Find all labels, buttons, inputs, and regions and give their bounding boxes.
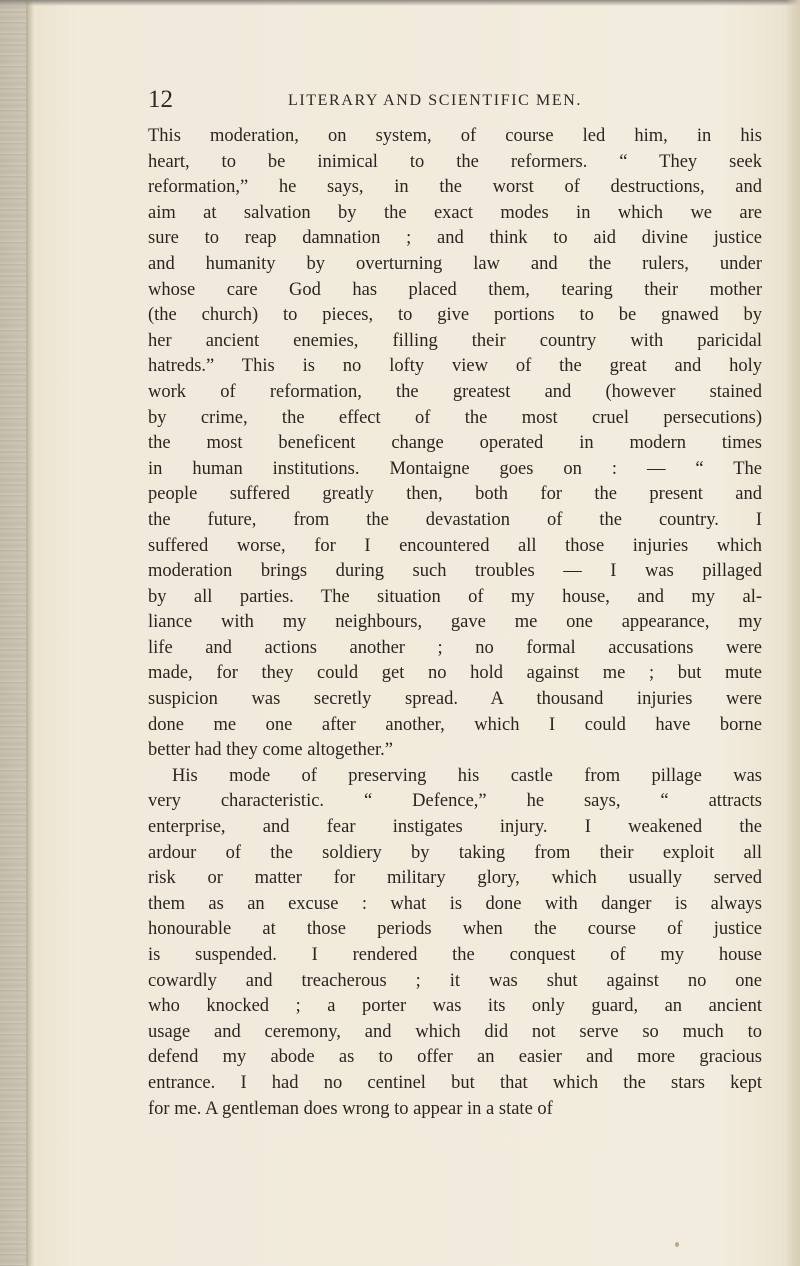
text-line: honourable at those periods when the course of justice <box>148 919 762 940</box>
text-line: people suffered greatly then, both for the present and <box>148 484 762 505</box>
text-line: life and actions another ; no formal accusations were <box>148 637 762 658</box>
text-line: the most beneficent change operated in modern times <box>148 433 762 454</box>
text-line: heart, to be inimical to the reformers. “ They seek <box>148 151 762 172</box>
text-line: hatreds.” This is no lofty view of the great and holy <box>148 356 762 377</box>
page-binding <box>0 0 26 1266</box>
text-line: very characteristic. “ Defence,” he says, “ attracts <box>148 791 762 812</box>
running-head <box>148 86 768 114</box>
text-line: in human institutions. Montaigne goes on : — “ The <box>148 458 762 479</box>
text-line: entrance. I had no centinel but that which the stars kept <box>148 1072 762 1093</box>
text-line: liance with my neighbours, gave me one appearance, my <box>148 612 762 633</box>
text-line: ardour of the soldiery by taking from their exploit all <box>148 842 762 863</box>
page-right-edge <box>786 0 800 1266</box>
text-line: defend my abode as to offer an easier and more gracious <box>148 1047 762 1068</box>
text-line: (the church) to pieces, to give portions to be gnawed by <box>148 305 762 326</box>
text-line: cowardly and treacherous ; it was shut against no one <box>148 970 762 991</box>
text-line: suffered worse, for I encountered all those injuries which <box>148 535 762 556</box>
text-line: usage and ceremony, and which did not serve so much to <box>148 1021 762 1042</box>
running-title: LITERARY AND SCIENTIFIC MEN. <box>288 92 582 109</box>
text-line: them as an excuse : what is done with danger is always <box>148 893 762 914</box>
text-line: His mode of preserving his castle from pillage was <box>172 765 762 786</box>
body-text <box>148 124 762 1122</box>
text-line: enterprise, and fear instigates injury. I weakened the <box>148 817 762 838</box>
text-line: done me one after another, which I could have borne <box>148 714 762 735</box>
text-line: made, for they could get no hold against me ; but mute <box>148 663 762 684</box>
text-line: reformation,” he says, in the worst of destructions, and <box>148 177 762 198</box>
page-number: 12 <box>148 86 173 113</box>
page-top-edge <box>0 0 800 6</box>
text-line: by crime, the effect of the most cruel persecutions) <box>148 407 762 428</box>
text-line: and humanity by overturning law and the rulers, under <box>148 253 762 274</box>
text-line: better had they come altogether.” <box>148 740 394 761</box>
text-line: who knocked ; a porter was its only guard, an ancient <box>148 996 762 1017</box>
text-line: whose care God has placed them, tearing their mother <box>148 279 762 300</box>
text-line: the future, from the devastation of the country. I <box>148 509 762 530</box>
text-line: This moderation, on system, of course led him, in his <box>148 126 762 146</box>
text-line: work of reformation, the greatest and (however stained <box>148 381 762 402</box>
text-line: for me. A gentleman does wrong to appear in a state of <box>148 1098 553 1119</box>
text-line: risk or matter for military glory, which usually served <box>148 868 762 889</box>
text-line: moderation brings during such troubles — I was pillaged <box>148 561 762 582</box>
text-line: sure to reap damnation ; and think to aid divine justice <box>148 228 762 249</box>
paper-speck <box>675 1242 679 1247</box>
text-line: by all parties. The situation of my house, and my al- <box>148 586 762 607</box>
text-line: aim at salvation by the exact modes in which we are <box>148 202 762 223</box>
text-line: is suspended. I rendered the conquest of my house <box>148 945 762 965</box>
binding-shadow <box>26 0 34 1266</box>
text-line: suspicion was secretly spread. A thousand injuries were <box>148 689 762 710</box>
text-line: her ancient enemies, filling their country with paricidal <box>148 330 762 351</box>
